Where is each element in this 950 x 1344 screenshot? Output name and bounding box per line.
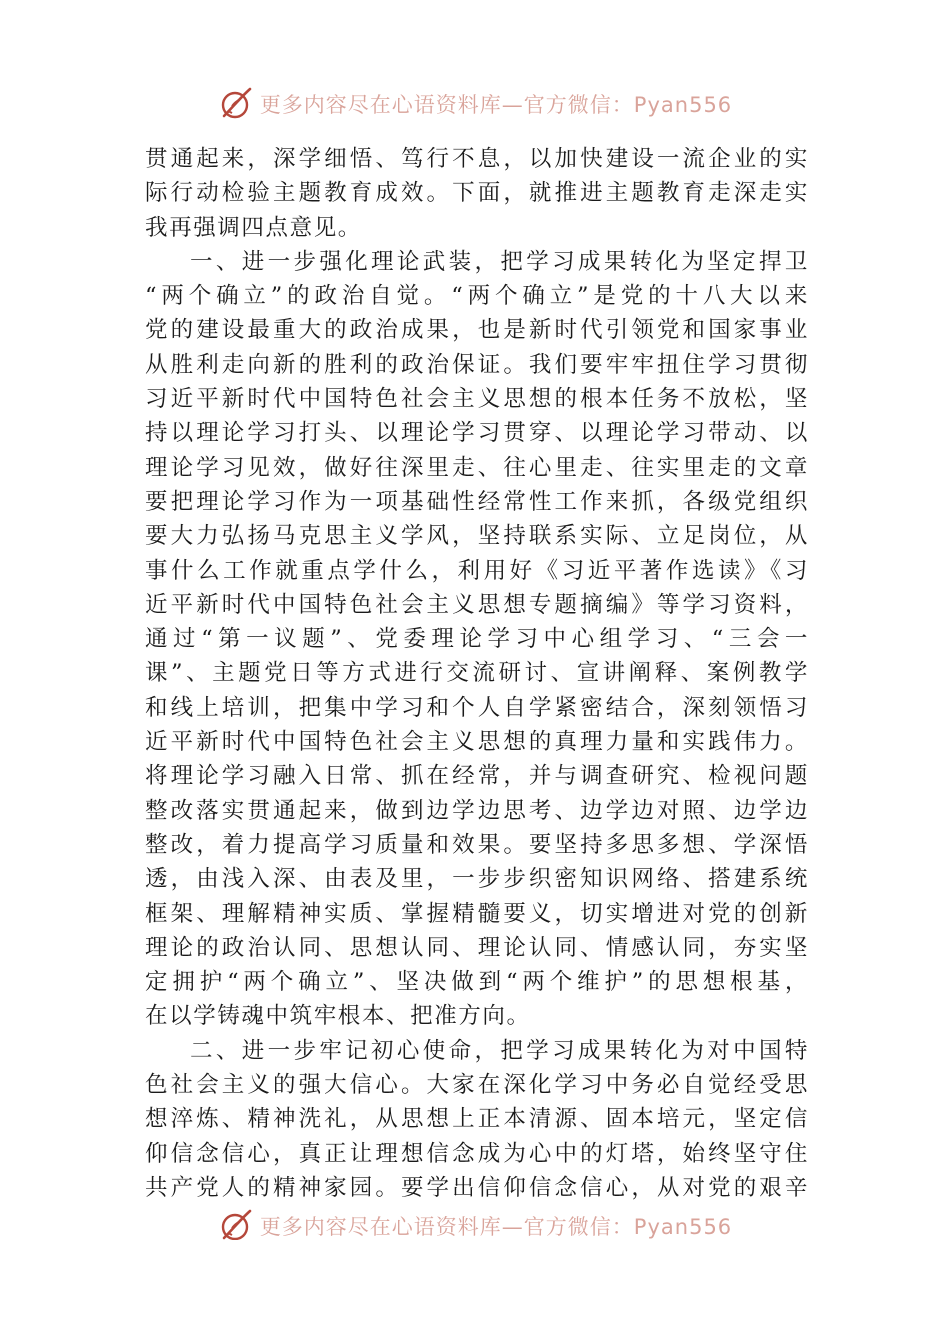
text-line: 事什么工作就重点学什么，利用好《习近平著作选读》《习	[145, 557, 809, 584]
text-line: 近平新时代中国特色社会主义思想的真理力量和实践伟力。	[145, 729, 809, 756]
text-line: “两个确立”的政治自觉。“两个确立”是党的十八大以来	[145, 283, 809, 310]
text-line: 我再强调四点意见。	[145, 214, 362, 241]
text-line: 在以学铸魂中筑牢根本、把准方向。	[145, 1003, 531, 1030]
text-line: 通过“第一议题”、党委理论学习中心组学习、“三会一	[145, 626, 809, 653]
footer-watermark	[0, 1204, 950, 1240]
paragraph-first-line: 一、进一步强化理论武装，把学习成果转化为坚定捍卫	[190, 248, 809, 275]
header-watermark	[0, 84, 950, 124]
text-line: 共产党人的精神家园。要学出信仰信念信心，从对党的艰辛	[145, 1174, 809, 1201]
text-line: 要把理论学习作为一项基础性经常性工作来抓，各级党组织	[145, 488, 809, 515]
text-line: 定拥护“两个确立”、坚决做到“两个维护”的思想根基，	[145, 969, 809, 996]
text-line: 透，由浅入深、由表及里，一步步织密知识网络、搭建系统	[145, 866, 809, 893]
quill-seal-icon	[218, 86, 254, 122]
text-line: 仰信念信心，真正让理想信念成为心中的灯塔，始终坚守住	[145, 1140, 809, 1167]
text-line: 理论的政治认同、思想认同、理论认同、情感认同，夯实坚	[145, 934, 809, 961]
text-line: 理论学习见效，做好往深里走、往心里走、往实里走的文章	[145, 454, 809, 481]
text-line: 从胜利走向新的胜利的政治保证。我们要牢牢扭住学习贯彻	[145, 351, 809, 378]
text-line: 整改，着力提高学习质量和效果。要坚持多思多想、学深悟	[145, 831, 809, 858]
text-line: 和线上培训，把集中学习和个人自学紧密结合，深刻领悟习	[145, 694, 809, 721]
text-line: 色社会主义的强大信心。大家在深化学习中务必自觉经受思	[145, 1072, 809, 1099]
watermark-text: 更多内容尽在心语资料库—官方微信：Pyan556	[259, 93, 733, 117]
text-line: 习近平新时代中国特色社会主义思想的根本任务不放松，坚	[145, 386, 809, 413]
text-line: 框架、理解精神实质、掌握精髓要义，切实增进对党的创新	[145, 900, 809, 927]
document-body	[145, 142, 809, 1210]
watermark-text: 更多内容尽在心语资料库—官方微信：Pyan556	[259, 1215, 733, 1239]
quill-seal-icon	[218, 1208, 254, 1240]
text-line: 想淬炼、精神洗礼，从思想上正本清源、固本培元，坚定信	[145, 1106, 809, 1133]
text-line: 近平新时代中国特色社会主义思想专题摘编》等学习资料，	[145, 591, 809, 618]
text-line: 整改落实贯通起来，做到边学边思考、边学边对照、边学边	[145, 797, 809, 824]
text-line: 课”、主题党日等方式进行交流研讨、宣讲阐释、案例教学	[145, 660, 809, 687]
text-line: 际行动检验主题教育成效。下面，就推进主题教育走深走实	[145, 180, 809, 207]
text-line: 要大力弘扬马克思主义学风，坚持联系实际、立足岗位，从	[145, 523, 809, 550]
paragraph-first-line: 二、进一步牢记初心使命，把学习成果转化为对中国特	[190, 1037, 809, 1064]
text-line: 贯通起来，深学细悟、笃行不息，以加快建设一流企业的实	[145, 146, 809, 172]
text-line: 持以理论学习打头、以理论学习贯穿、以理论学习带动、以	[145, 420, 809, 447]
text-line: 党的建设最重大的政治成果，也是新时代引领党和国家事业	[145, 317, 809, 344]
text-line: 将理论学习融入日常、抓在经常，并与调查研究、检视问题	[145, 763, 809, 790]
